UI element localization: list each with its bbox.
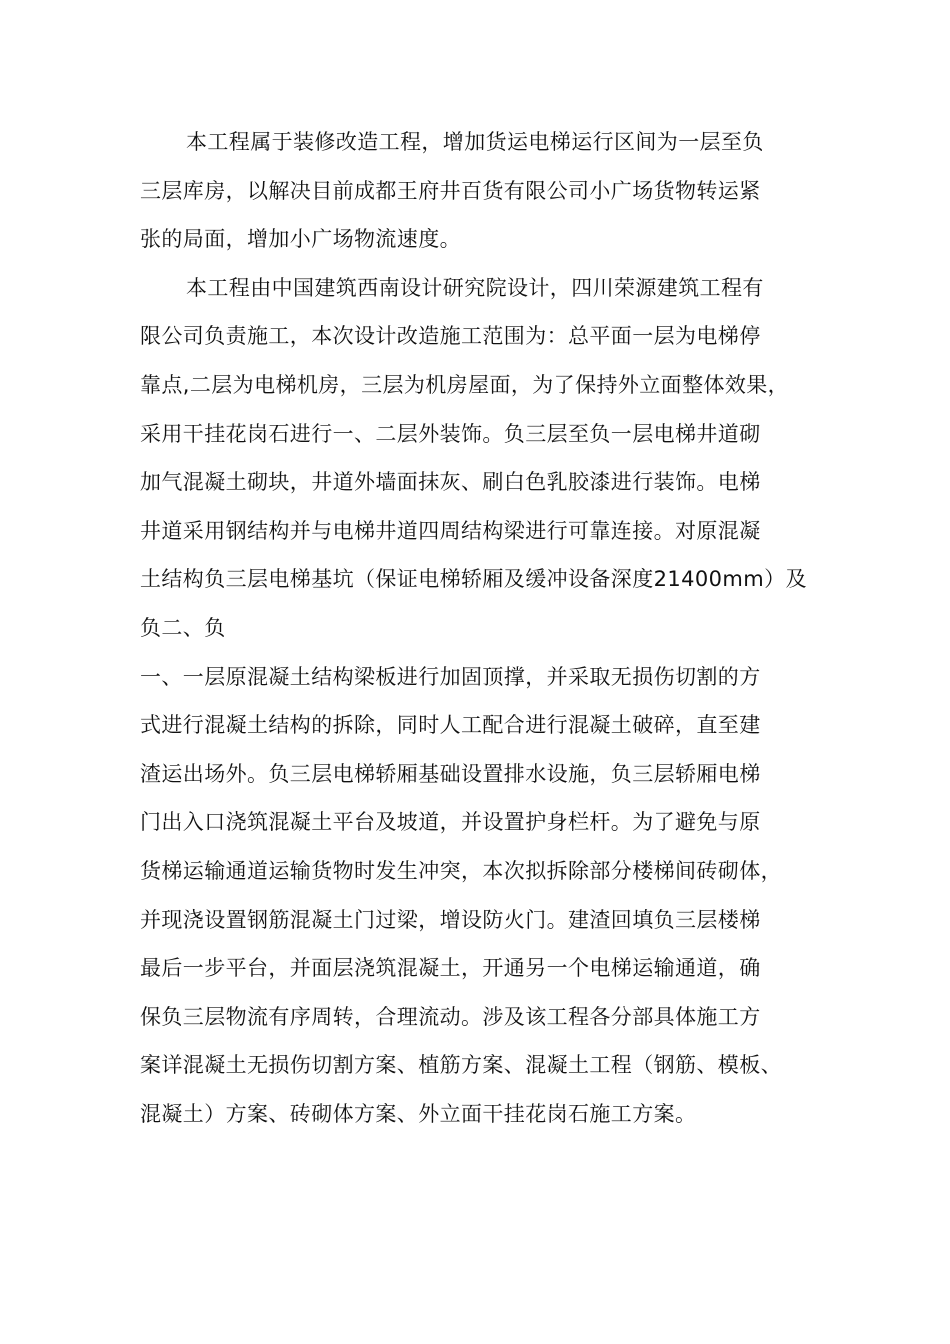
text-line: 张的局面，增加小广场物流速度。 xyxy=(140,227,461,252)
text-line: 货梯运输通道运输货物时发生冲突，本次拟拆除部分楼梯间砖砌体， xyxy=(140,858,782,883)
text-line: 渣运出场外。负三层电梯轿厢基础设置排水设施，负三层轿厢电梯 xyxy=(140,761,761,786)
text-line: 门出入口浇筑混凝土平台及坡道，并设置护身栏杆。为了避免与原 xyxy=(140,810,761,835)
text-line: 靠点,二层为电梯机房，三层为机房屋面，为了保持外立面整体效果， xyxy=(140,372,790,397)
text-line: 本工程由中国建筑西南设计研究院设计，四川荣源建筑工程有 xyxy=(186,275,764,300)
text-line: 采用干挂花岗石进行一、二层外装饰。负三层至负一层电梯井道砌 xyxy=(140,421,761,446)
text-line: 混凝土）方案、砖砌体方案、外立面干挂花岗石施工方案。 xyxy=(140,1101,697,1126)
text-line: 负二、负 xyxy=(140,615,226,640)
text-line: 本工程属于装修改造工程，增加货运电梯运行区间为一层至负 xyxy=(186,130,764,154)
text-line: 加气混凝土砌块，井道外墙面抹灰、刷白色乳胶漆进行装饰。电梯 xyxy=(140,470,761,495)
text-line: 保负三层物流有序周转，合理流动。涉及该工程各分部具体施工方 xyxy=(140,1004,761,1029)
text-line: 案详混凝土无损伤切割方案、植筋方案、混凝土工程（钢筋、模板、 xyxy=(140,1053,782,1078)
text-line: 并现浇设置钢筋混凝土门过梁，增设防火门。建渣回填负三层楼梯 xyxy=(140,907,761,932)
text-line: 土结构负三层电梯基坑（保证电梯轿厢及缓冲设备深度21400mm）及 xyxy=(140,567,807,592)
text-line: 式进行混凝土结构的拆除，同时人工配合进行混凝土破碎，直至建 xyxy=(140,713,761,738)
text-line: 限公司负责施工，本次设计改造施工范围为：总平面一层为电梯停 xyxy=(140,324,761,349)
text-line: 最后一步平台，并面层浇筑混凝土，开通另一个电梯运输通道，确 xyxy=(140,956,761,981)
text-line: 井道采用钢结构并与电梯井道四周结构梁进行可靠连接。对原混凝 xyxy=(140,518,761,543)
text-line: 三层库房，以解决目前成都王府井百货有限公司小广场货物转运紧 xyxy=(140,178,761,203)
body-text xyxy=(140,118,826,1138)
text-line: 一、一层原混凝土结构梁板进行加固顶撑，并采取无损伤切割的方 xyxy=(140,664,761,689)
